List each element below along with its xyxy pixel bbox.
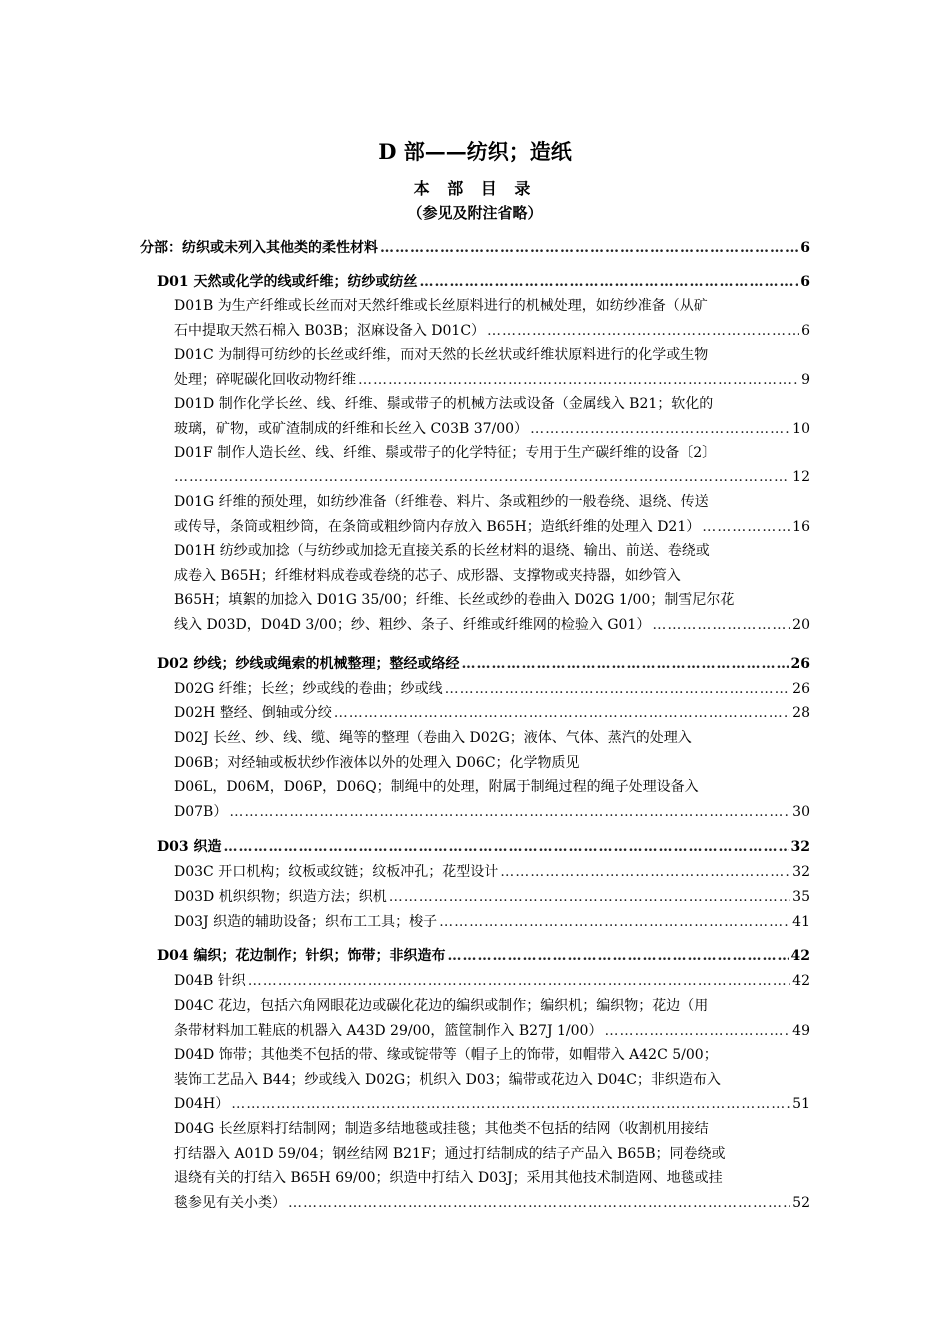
toc-note: （参见及附注省略） bbox=[407, 204, 543, 222]
toc-subclass-entry[interactable] bbox=[174, 294, 810, 343]
toc-subclass-entry[interactable] bbox=[174, 490, 810, 539]
dot-leader bbox=[462, 652, 789, 677]
dot-leader bbox=[530, 417, 790, 442]
dot-leader bbox=[248, 969, 790, 994]
dot-leader bbox=[334, 701, 790, 726]
toc-page-number: 12 bbox=[792, 469, 810, 485]
toc-subclass-line: D02J 长丝、纱、线、缆、绳等的整理（卷曲入 D02G；液体、气体、蒸汽的处理入 bbox=[174, 730, 692, 746]
toc-subclass-last-line: 条带材料加工鞋底的机器入 A43D 29/00，篮筐制作入 B27J 1/00） …………………………………………………………………………………………………………………………………………………………………………………………………………… 49 bbox=[174, 1019, 810, 1044]
toc-subclass-entry[interactable]: D03C 开口机构；纹板或纹链；纹板冲孔；花型设计 …………………………………………………………………………………………………………………………………………………………………………………………………………… 32 bbox=[174, 860, 810, 885]
toc-subclass-entry[interactable] bbox=[174, 441, 810, 466]
dot-leader bbox=[389, 885, 790, 910]
toc-subclass-last-line: 处理；碎呢碳化回收动物纤维 …………………………………………………………………………………………………………………………………………………………………………………………………………… 9 bbox=[174, 368, 810, 393]
toc-page-number: 41 bbox=[792, 914, 810, 930]
dot-leader bbox=[445, 677, 791, 702]
toc-heading: 本 部 目 录 bbox=[413, 179, 537, 198]
dot-leader bbox=[229, 800, 790, 825]
toc-subclass-entry[interactable]: D04B 针织 …………………………………………………………………………………………………………………………………………………………………………………………………………… 42 bbox=[174, 969, 810, 994]
toc-page-number: 35 bbox=[792, 889, 810, 905]
dot-leader bbox=[288, 1191, 790, 1216]
toc-page-number: 49 bbox=[792, 1022, 810, 1039]
toc-page-number: 32 bbox=[792, 864, 810, 880]
toc-subclass-entry[interactable] bbox=[174, 1117, 810, 1215]
dot-leader bbox=[380, 236, 798, 261]
dot-leader bbox=[487, 319, 799, 344]
toc-page-number: 26 bbox=[792, 681, 810, 697]
dot-leader bbox=[604, 1019, 790, 1044]
toc-subclass-last-line: 毯参见有关小类） …………………………………………………………………………………………………………………………………………………………………………………………………………… 52 bbox=[174, 1191, 810, 1216]
toc-class-entry[interactable] bbox=[157, 835, 810, 860]
toc-subclass-last-line: 线入 D03D，D04D 3/00；纱、粗纱、条子、纤维或纤维网的检验入 G01） …………………………………………………………………………………………………………………………………………………………………………………………………………… 20 bbox=[174, 613, 810, 638]
toc-page-number: 6 bbox=[800, 240, 810, 256]
toc-class-label: D01 天然或化学的线或纤维；纺纱或纺丝 bbox=[157, 274, 418, 290]
toc-page-number: 51 bbox=[792, 1096, 810, 1112]
dot-leader bbox=[224, 835, 789, 860]
toc-class-entry[interactable] bbox=[157, 944, 810, 969]
dot-leader bbox=[448, 944, 789, 969]
toc-subclass-line: D01B 为生产纤维或长丝而对天然纤维或长丝原料进行的机械处理，如纺纱准备（从矿 bbox=[174, 298, 708, 314]
toc-page-number: 6 bbox=[801, 322, 810, 339]
toc-subclass-last-line bbox=[174, 465, 810, 490]
toc-page-number: 16 bbox=[792, 518, 810, 535]
page-title: D 部——纺织；造纸 bbox=[378, 139, 572, 164]
toc-subclass-line: 成卷入 B65H；纤维材料成卷或卷绕的芯子、成形器、支撑物或夹持器，如纱管入 bbox=[174, 567, 681, 584]
toc-subclass-line: D01F 制作人造长丝、线、纤维、鬃或带子的化学特征；专用于生产碳纤维的设备〔2〕 bbox=[174, 445, 717, 461]
toc-page-number: 30 bbox=[792, 803, 810, 820]
toc-subclass-line: D04D 饰带；其他类不包括的带、缘或锭带等（帽子上的饰带，如帽带入 A42C 5/00； bbox=[174, 1047, 718, 1063]
toc-subclass-last-line: 石中提取天然石棉入 B03B；沤麻设备入 D01C） …………………………………………………………………………………………………………………………………………………………………………………………………………… 6 bbox=[174, 319, 810, 344]
toc-subclass-entry[interactable]: D02G 纤维；长丝；纱或线的卷曲；纱或线 …………………………………………………………………………………………………………………………………………………………………………………………………………… 26 bbox=[174, 677, 810, 702]
toc-page-number: 9 bbox=[801, 371, 810, 388]
toc-class-label: D03 织造 bbox=[157, 839, 222, 855]
dot-leader bbox=[439, 910, 790, 935]
toc-page-number: 20 bbox=[792, 616, 810, 633]
toc-subclass-entry[interactable] bbox=[174, 726, 810, 824]
dot-leader bbox=[231, 1092, 790, 1117]
toc-subclass-last-line: 或传导，条筒或粗纱筒，在条筒或粗纱筒内存放入 B65H；造纸纤维的处理入 D21） …………………………………………………………………………………………………………………………………………………………………………………………………………… 16 bbox=[174, 515, 810, 540]
toc-page-number: 6 bbox=[800, 274, 810, 290]
toc-subclass-entry[interactable]: D02H 整经、倒轴或分绞 …………………………………………………………………………………………………………………………………………………………………………………………………………… 28 bbox=[174, 701, 810, 726]
toc-part-entry[interactable] bbox=[140, 236, 810, 261]
toc-subclass-line: B65H；填絮的加捻入 D01G 35/00；纤维、长丝或纱的卷曲入 D02G 1/00；制雪尼尔花 bbox=[174, 592, 735, 608]
toc-subclass-line: D06L，D06M，D06P，D06Q；制绳中的处理，附属于制绳过程的绳子处理设备入 bbox=[174, 779, 699, 795]
toc-subclass-last-line: D04H） …………………………………………………………………………………………………………………………………………………………………………………………………………… 51 bbox=[174, 1092, 810, 1117]
dot-leader bbox=[358, 368, 799, 393]
toc-subclass-line: D01H 纺纱或加捻（与纺纱或加捻无直接关系的长丝材料的退绕、输出、前送、卷绕或 bbox=[174, 543, 710, 559]
toc-class-entry[interactable] bbox=[157, 270, 810, 295]
toc-page-number: 26 bbox=[790, 656, 810, 672]
toc-subclass-line: D04C 花边，包括六角网眼花边或碳化花边的编织或制作；编织机；编织物；花边（用 bbox=[174, 998, 709, 1014]
toc-subclass-entry[interactable] bbox=[174, 392, 810, 441]
dot-leader bbox=[652, 613, 790, 638]
dot-leader bbox=[500, 860, 790, 885]
toc-page-number: 28 bbox=[792, 705, 810, 721]
toc-subclass-line: 装饰工艺品入 B44；纱或线入 D02G；机织入 D03；编带或花边入 D04C；非织造布入 bbox=[174, 1071, 721, 1088]
toc-subclass-entry[interactable] bbox=[174, 539, 810, 637]
dot-leader bbox=[702, 515, 790, 540]
toc-class-label: D04 编织；花边制作；针织；饰带；非织造布 bbox=[157, 948, 446, 964]
toc-page-number: 52 bbox=[792, 1194, 810, 1211]
toc-page-number: 42 bbox=[792, 973, 810, 989]
dot-leader bbox=[174, 465, 790, 490]
toc-subclass-line: 退绕有关的打结入 B65H 69/00；织造中打结入 D03J；采用其他技术制造网、地毯或挂 bbox=[174, 1170, 723, 1186]
toc-subclass-entry[interactable]: D03D 机织织物；织造方法；织机 …………………………………………………………………………………………………………………………………………………………………………………………………………… 35 bbox=[174, 885, 810, 910]
toc-subclass-line: 打结器入 A01D 59/04；钢丝结网 B21F；通过打结制成的结子产品入 B65B；同卷绕或 bbox=[174, 1145, 726, 1162]
toc-subclass-entry[interactable] bbox=[174, 994, 810, 1043]
toc-subclass-entry[interactable] bbox=[174, 1043, 810, 1117]
toc-subclass-entry[interactable] bbox=[174, 343, 810, 392]
toc-subclass-line: D04G 长丝原料打结制网；制造多结地毯或挂毯；其他类不包括的结网（收割机用接结 bbox=[174, 1121, 709, 1137]
toc-page-number: 42 bbox=[790, 948, 810, 964]
toc-subclass-last-line: 玻璃，矿物，或矿渣制成的纤维和长丝入 C03B 37/00） …………………………………………………………………………………………………………………………………………………………………………………………………………… 10 bbox=[174, 417, 810, 442]
toc-subclass-line: D06B；对经轴或板状纱作液体以外的处理入 D06C；化学物质见 bbox=[174, 754, 580, 771]
toc-page-number: 32 bbox=[790, 839, 810, 855]
toc-subclass-line: D01C 为制得可纺纱的长丝或纤维，而对天然的长丝状或纤维状原料进行的化学或生物 bbox=[174, 347, 709, 363]
toc-subclass-line: D01D 制作化学长丝、线、纤维、鬃或带子的机械方法或设备（金属线入 B21；软化的 bbox=[174, 396, 714, 412]
toc-class-entry[interactable] bbox=[157, 652, 810, 677]
toc-class-label: D02 纱线；纱线或绳索的机械整理；整经或络经 bbox=[157, 656, 460, 672]
toc-subclass-line: D01G 纤维的预处理，如纺纱准备（纤维卷、料片、条或粗纱的一般卷绕、退绕、传送 bbox=[174, 494, 709, 510]
toc-page-number: 10 bbox=[792, 420, 810, 437]
toc-part-label: 分部：纺织或未列入其他类的柔性材料 bbox=[140, 240, 378, 256]
toc-subclass-entry[interactable]: D03J 织造的辅助设备；织布工工具；梭子 …………………………………………………………………………………………………………………………………………………………………………………………………………… 41 bbox=[174, 910, 810, 935]
toc-subclass-last-line: D07B） …………………………………………………………………………………………………………………………………………………………………………………………………………… 30 bbox=[174, 800, 810, 825]
dot-leader bbox=[420, 270, 799, 295]
